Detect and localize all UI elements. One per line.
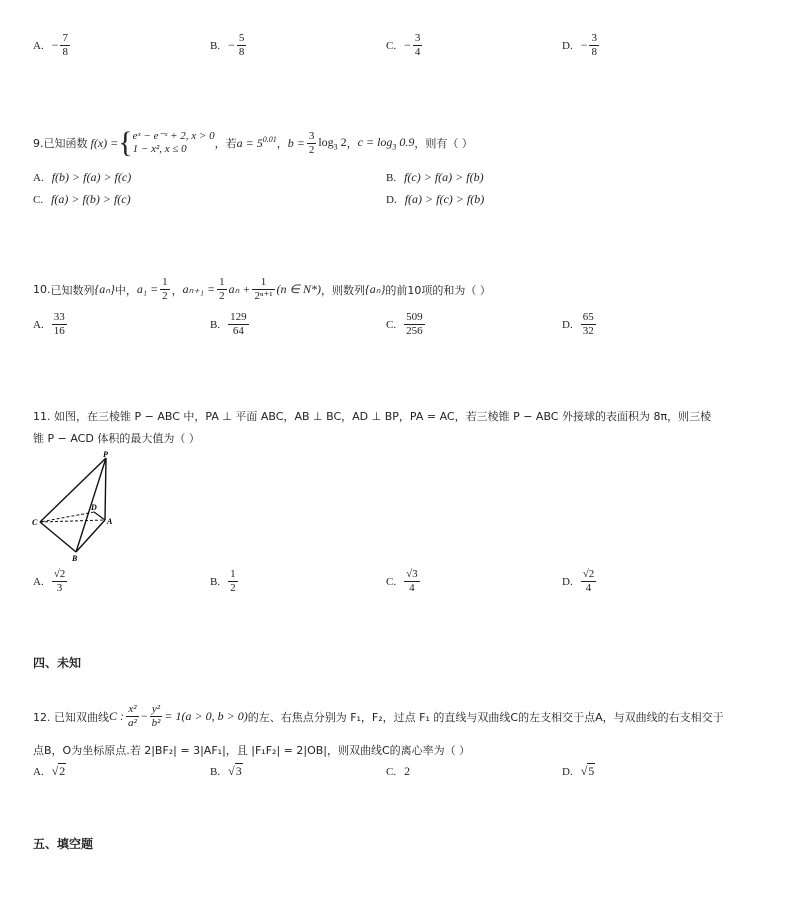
minus-sign: − — [51, 38, 59, 52]
edge-da — [94, 512, 105, 520]
question-text: 已知数列 — [50, 283, 95, 297]
edge-cb — [40, 522, 76, 552]
fraction: $\frac{509}{256}$ — [406, 311, 423, 337]
punctuation: ， — [346, 137, 358, 150]
minus-sign: − — [228, 38, 235, 52]
label-a: A — [107, 517, 113, 526]
option-label: C. — [386, 575, 397, 588]
q11-stem-line2: 锥 P − ACD 体积的最大值为（ ） — [33, 432, 200, 445]
option-label: C. — [386, 765, 397, 778]
square-root: √3 — [228, 764, 242, 778]
recurrence-lhs: aₙ₊₁ = — [182, 282, 216, 296]
label-p: P — [103, 450, 108, 459]
equation-rhs: = 1(a > 0, b > 0) — [164, 709, 248, 723]
q11-option-d — [562, 568, 596, 595]
q10-option-c — [386, 311, 425, 338]
minus-sign: − — [140, 709, 148, 723]
question-text: 已知函数 — [43, 137, 88, 150]
option-label: B. — [210, 575, 221, 588]
fraction: $\frac{√2}{4}$ — [582, 568, 595, 594]
fraction: $\frac{7}{8}$ — [62, 32, 68, 58]
q10-option-b — [210, 311, 249, 338]
fraction: $\frac{3}{4}$ — [414, 32, 421, 58]
q10-option-a — [33, 311, 67, 338]
q11-option-a — [33, 568, 67, 595]
piecewise-cases: eˣ − e⁻ˣ + 2, x > 0 1 − x², x ≤ 0 — [132, 130, 215, 155]
fraction: $\frac{1}{2}$ — [162, 276, 168, 302]
sequence: {aₙ} — [364, 282, 386, 296]
fraction: $\frac{1}{\text{2ⁿ⁺¹}}$ — [254, 276, 273, 302]
q9-option-d — [386, 192, 484, 207]
option-text: f(a) > f(b) > f(c) — [51, 192, 131, 206]
fraction: $\frac{3}{2}$ — [308, 129, 315, 156]
option-text: f(a) > f(c) > f(b) — [404, 192, 485, 206]
edge-pa — [105, 458, 106, 520]
option-label: B. — [210, 318, 221, 331]
option-text: 2 — [404, 764, 411, 778]
minus-sign: − — [404, 38, 411, 52]
fraction: $\frac{33}{16}$ — [53, 311, 65, 337]
fraction: $\frac{3}{8}$ — [591, 32, 597, 58]
recurrence-term: aₙ + — [228, 282, 251, 296]
q12-option-b — [210, 764, 243, 779]
option-label: A. — [33, 318, 44, 331]
q11-option-c — [386, 568, 420, 595]
fraction: $\frac{1}{2}$ — [230, 568, 236, 594]
b-definition: b = — [287, 135, 305, 150]
minus-sign: − — [580, 38, 588, 52]
option-text: f(c) > f(a) > f(b) — [404, 170, 484, 184]
q8-option-c — [386, 32, 422, 59]
option-label: C. — [386, 39, 397, 52]
pyramid-figure — [30, 450, 120, 562]
punctuation: ， — [171, 283, 183, 297]
fraction: $\frac{√2}{3}$ — [53, 568, 66, 594]
q12-option-a — [33, 764, 66, 779]
a1-definition: a₁ = — [136, 282, 159, 296]
option-label: A. — [33, 171, 44, 184]
question-text: 中， — [114, 283, 137, 297]
question-number: 10. — [33, 283, 51, 296]
question-text: ，则有（ ） — [414, 137, 473, 150]
option-label: B. — [210, 765, 221, 778]
option-label: A. — [33, 765, 44, 778]
square-root: √5 — [580, 764, 595, 778]
option-label: D. — [562, 39, 573, 52]
option-label: A. — [33, 575, 44, 588]
label-c: C — [32, 518, 38, 527]
option-label: B. — [386, 171, 397, 184]
question-text: ，则数列 — [320, 283, 365, 297]
q9-option-a — [33, 170, 131, 185]
q9-option-c — [33, 192, 131, 207]
q8-option-a — [33, 32, 70, 59]
fraction: $\frac{129}{64}$ — [230, 311, 247, 337]
piecewise-brace: { — [118, 126, 133, 159]
q11-stem-line1: 11. 如图，在三棱锥 P − ABC 中，PA ⊥ 平面 ABC，AB ⊥ BC，AD ⊥ BP，PA = AC，若三棱锥 P − ABC 外接球的表面积为 8π，则三棱 — [33, 410, 712, 423]
q9-stem — [33, 128, 473, 158]
fraction: $\frac{\text{y²}}{\text{b²}}$ — [151, 703, 161, 729]
q11-option-b — [210, 568, 238, 595]
condition: (n ∈ N*) — [276, 282, 321, 296]
edge-ab — [76, 520, 105, 552]
q12-option-c — [386, 764, 410, 779]
section-heading-4: 四、未知 — [33, 656, 82, 670]
option-label: B. — [210, 39, 221, 52]
function-name: f(x) = — [90, 135, 119, 150]
option-label: C. — [386, 318, 397, 331]
option-label: D. — [562, 575, 573, 588]
section-heading-5: 五、填空题 — [33, 837, 94, 851]
a-definition: $a = 5^{0.01}$ — [236, 135, 277, 150]
fraction: $\frac{5}{8}$ — [238, 32, 245, 58]
fraction: $\frac{65}{32}$ — [582, 311, 594, 337]
b-log: $\log_3 2$ — [318, 134, 347, 152]
fraction: $\frac{1}{2}$ — [219, 276, 225, 302]
question-number: 9. — [33, 136, 44, 150]
option-label: C. — [33, 193, 44, 206]
c-definition: $c = \log_3 0.9$ — [357, 134, 415, 152]
question-text: ，若 — [214, 137, 237, 150]
q12-stem-line2: 点B，O为坐标原点.若 2|BF₂| = 3|AF₁|，且 |F₁F₂| = 2|OB|，则双曲线C的离心率为（ ） — [33, 744, 471, 757]
fraction: $\frac{\text{x²}}{\text{a²}}$ — [128, 703, 137, 729]
question-text: 的左、右焦点分别为 F₁，F₂，过点 F₁ 的直线与双曲线C的左支相交于点A，与双曲线的右支相交于 — [247, 710, 724, 724]
punctuation: ， — [276, 137, 288, 150]
curve-label: C : — [109, 709, 124, 723]
square-root: √2 — [51, 764, 66, 778]
option-label: D. — [562, 765, 573, 778]
sequence: {aₙ} — [94, 282, 115, 296]
q8-option-b — [210, 32, 246, 59]
option-label: D. — [562, 318, 573, 331]
q12-option-d — [562, 764, 595, 779]
q12-stem-line1 — [33, 703, 724, 730]
option-text: f(b) > f(a) > f(c) — [51, 170, 132, 184]
question-text: 的前10项的和为（ ） — [385, 283, 491, 297]
q10-stem — [33, 276, 491, 303]
q8-option-d — [562, 32, 599, 59]
q10-option-d — [562, 311, 596, 338]
option-label: A. — [33, 39, 44, 52]
label-b: B — [72, 554, 78, 562]
q9-option-b — [386, 170, 484, 185]
option-label: D. — [386, 193, 397, 206]
fraction: $\frac{√3}{4}$ — [406, 568, 418, 594]
label-d: D — [91, 503, 97, 512]
question-text: 12. 已知双曲线 — [33, 710, 109, 724]
